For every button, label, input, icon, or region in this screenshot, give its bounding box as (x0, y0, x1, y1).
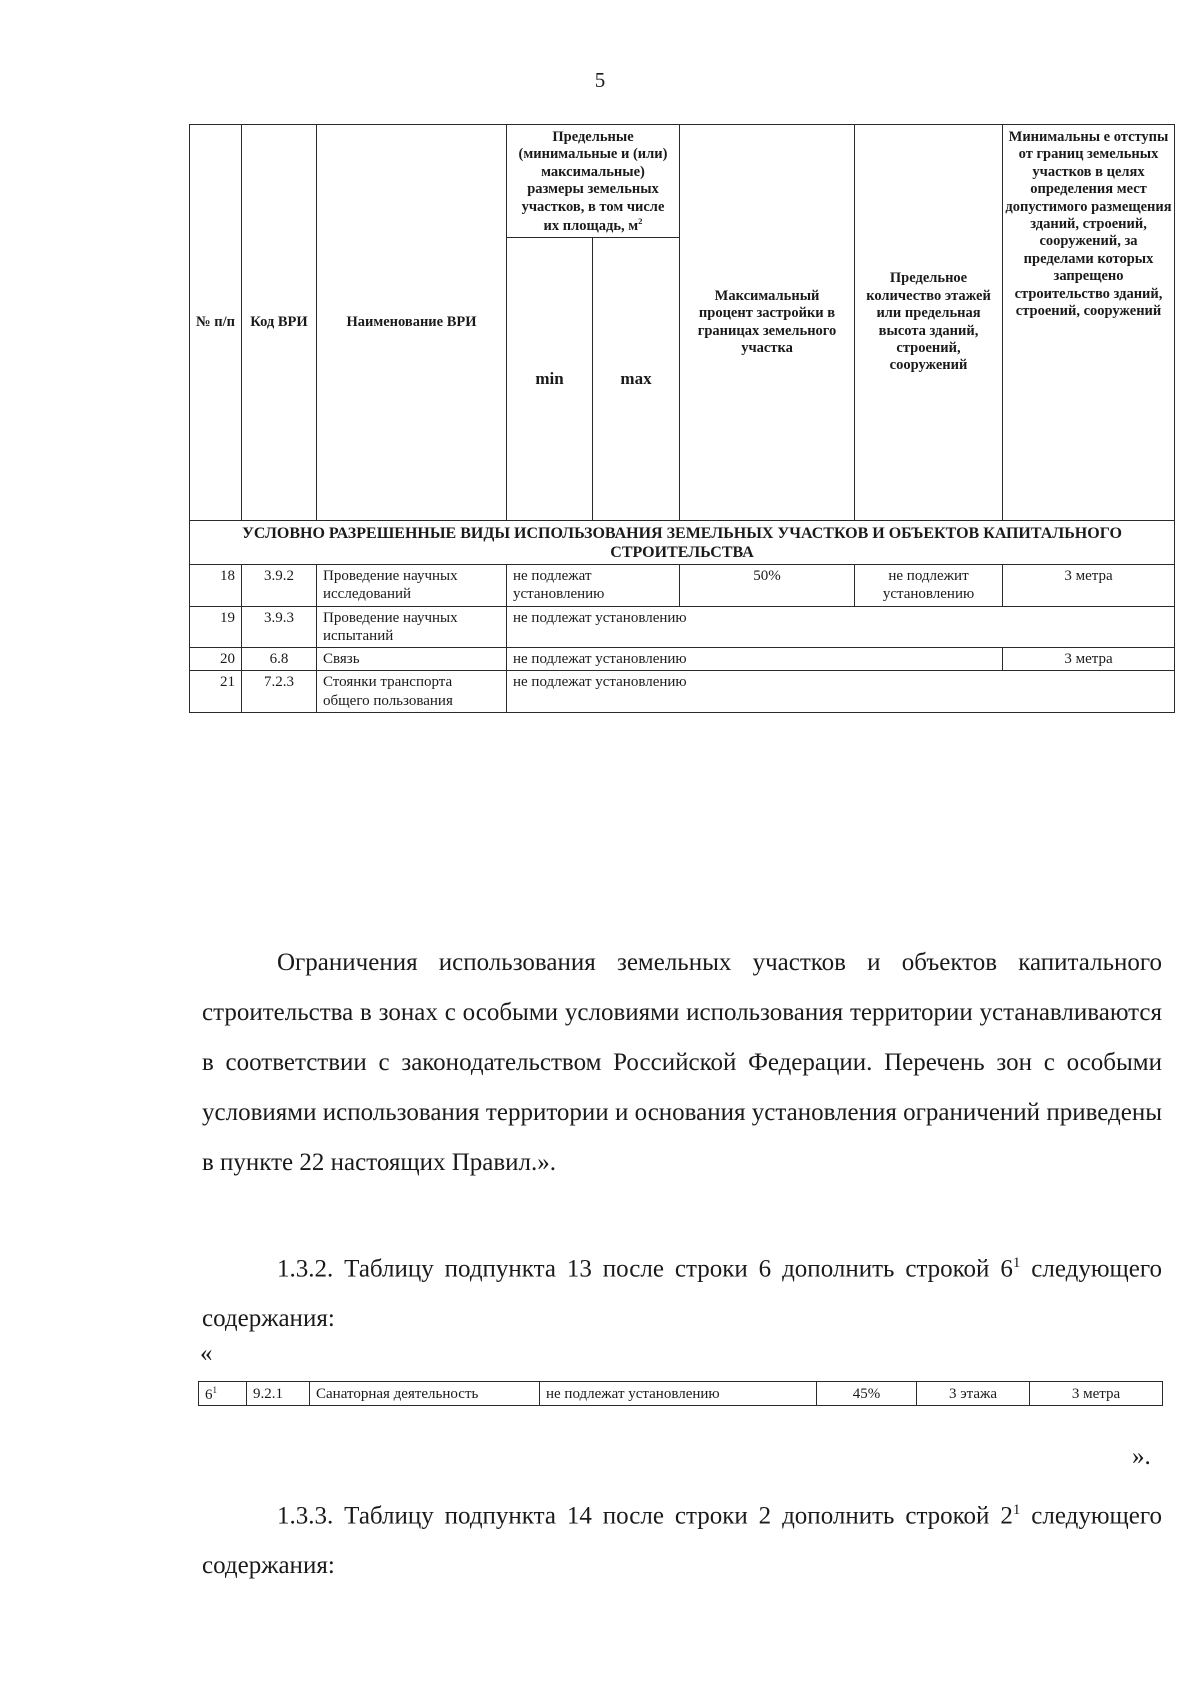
table-row (190, 671, 1175, 713)
table-row (190, 564, 1175, 606)
insert-num (199, 1382, 247, 1406)
header-sizes-sup: 2 (638, 215, 643, 226)
insert-table (198, 1381, 1163, 1406)
row-merged: не подлежат установлению (507, 671, 1175, 713)
row-floors: не подлежит установлению (855, 564, 1003, 606)
insert-name: Санаторная деятельность (310, 1382, 540, 1406)
row-name: Связь (317, 648, 507, 671)
header-sizes-text: Предельные (минимальные и (или) максимальные) размеры земельных участков, в том числе их площадь, м (518, 129, 668, 234)
row-code: 6.8 (242, 648, 317, 671)
quote-close: ». (1132, 1443, 1151, 1470)
row-code: 7.2.3 (242, 671, 317, 713)
insert-code: 9.2.1 (247, 1382, 310, 1406)
insert-num-text: 6 (205, 1387, 213, 1403)
paragraph-restrictions-text: Ограничения использования земельных участков и объектов капитального строительства в зонах с особыми условиями использования территории устанавливаются в соответствии с законодательством Российской Федерации. Перечень зон с особыми условиями использования территории и основания установления ограничений приведены в пункте 22 настоящих Правил.». (202, 949, 1162, 1176)
row-sizes: не подлежат установлению (507, 564, 680, 606)
clause-1-3-3-text: 1.3.3. Таблицу подпункта 14 после строки 2 дополнить строкой 2 (277, 1502, 1013, 1530)
insert-num-sup: 1 (212, 1385, 217, 1395)
paragraph-clause-1-3-3 (202, 1485, 1162, 1591)
clause-1-3-2-sup: 1 (1012, 1255, 1021, 1271)
quote-open: « (200, 1340, 213, 1367)
section-row (190, 521, 1175, 565)
zoning-table (189, 124, 1175, 713)
clause-1-3-2-tail: следующего содержания: (202, 1255, 1163, 1333)
clause-1-3-3-sup: 1 (1012, 1502, 1021, 1518)
row-merged: не подлежат установлению (507, 606, 1175, 648)
insert-sizes: не подлежат установлению (540, 1382, 817, 1406)
table-row (199, 1382, 1163, 1406)
header-setbacks: Минимальны е отступы от границ земельных участков в целях определения мест допустимого размещения зданий, строений, сооружений, за пределами которых запрещено строительство зданий, строений, сооружений (1003, 125, 1175, 521)
table-header-row (190, 125, 1175, 238)
row-num: 21 (190, 671, 242, 713)
insert-floors: 3 этажа (917, 1382, 1030, 1406)
header-sizes (507, 125, 680, 238)
row-code: 3.9.2 (242, 564, 317, 606)
header-name: Наименование ВРИ (317, 125, 507, 521)
row-num: 18 (190, 564, 242, 606)
header-num: № п/п (190, 125, 242, 521)
header-max-percent: Максимальный процент застройки в границах земельного участка (680, 125, 855, 521)
row-num: 20 (190, 648, 242, 671)
paragraph-restrictions (202, 938, 1162, 1188)
section-title: УСЛОВНО РАЗРЕШЕННЫЕ ВИДЫ ИСПОЛЬЗОВАНИЯ ЗЕМЕЛЬНЫХ УЧАСТКОВ И ОБЪЕКТОВ КАПИТАЛЬНОГО СТРОИТЕЛЬСТВА (190, 521, 1175, 565)
row-setback: 3 метра (1003, 564, 1175, 606)
clause-1-3-3-tail: следующего содержания: (202, 1502, 1163, 1580)
header-floors: Предельное количество этажей или предельная высота зданий, строений, сооружений (855, 125, 1003, 521)
row-percent: 50% (680, 564, 855, 606)
insert-setback: 3 метра (1030, 1382, 1163, 1406)
row-name: Проведение научных испытаний (317, 606, 507, 648)
table-row (190, 606, 1175, 648)
row-num: 19 (190, 606, 242, 648)
clause-1-3-2-text: 1.3.2. Таблицу подпункта 13 после строки 6 дополнить строкой 6 (277, 1255, 1013, 1283)
table-row (190, 648, 1175, 671)
paragraph-clause-1-3-2 (202, 1238, 1162, 1344)
row-name: Проведение научных исследований (317, 564, 507, 606)
header-code: Код ВРИ (242, 125, 317, 521)
row-code: 3.9.3 (242, 606, 317, 648)
header-min: min (507, 238, 593, 521)
row-name: Стоянки транспорта общего пользования (317, 671, 507, 713)
insert-percent: 45% (817, 1382, 917, 1406)
page-number: 5 (594, 68, 606, 92)
row-setback: 3 метра (1003, 648, 1175, 671)
row-merged: не подлежат установлению (507, 648, 1003, 671)
header-max: max (593, 238, 680, 521)
